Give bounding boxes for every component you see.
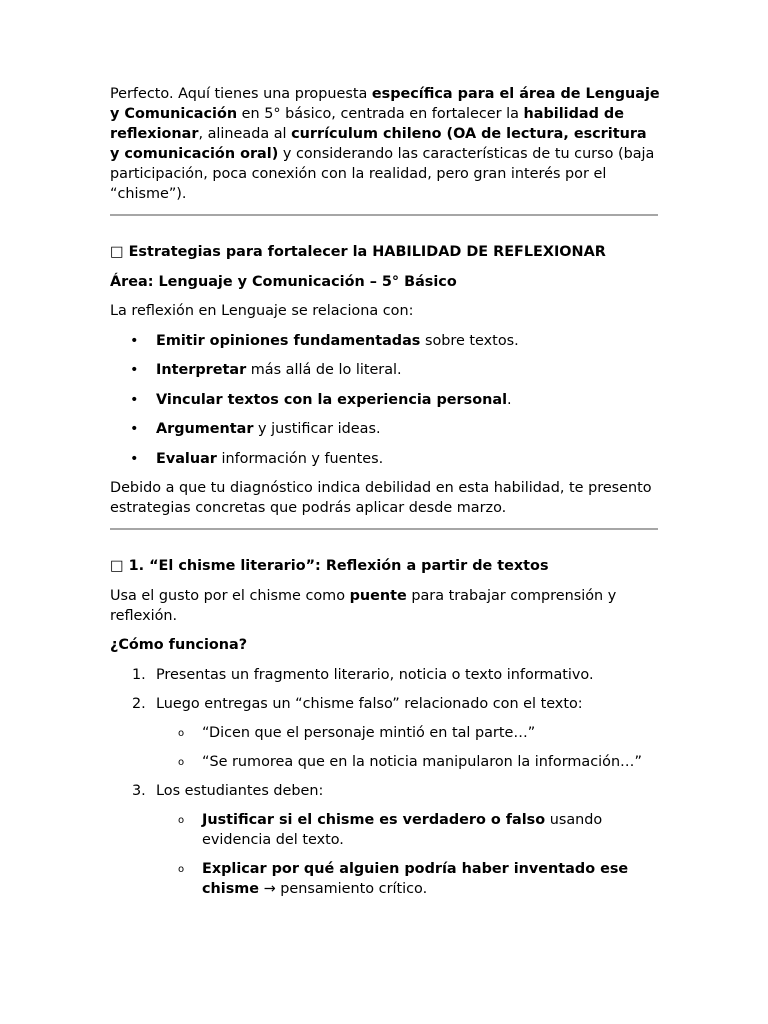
list-item: • Vincular textos con la experiencia personal. — [130, 391, 512, 408]
sub-list — [156, 723, 660, 772]
intro-bold-2: habilidad de reflexionar — [110, 106, 624, 142]
list-item: 3. Los estudiantes deben: o Justificar si el chisme es verdadero o falso usando evidencia del texto. o Explicar por qué alguien podría haber inventado ese chisme → pensamiento crítico. — [110, 781, 660, 899]
section1-lead: La reflexión en Lenguaje se relaciona con: — [110, 303, 414, 319]
section2-subheading: ¿Cómo funciona? — [110, 637, 248, 653]
section2-heading: □ 1. “El chisme literario”: Reflexión a partir de textos — [110, 558, 549, 574]
divider — [110, 214, 658, 216]
sub-list-item: o Justificar si el chisme es verdadero o falso usando evidencia del texto. — [178, 811, 603, 848]
sub-list-item: o “Se rumorea que en la noticia manipularon la información…” — [178, 753, 642, 770]
section1-heading: □ Estrategias para fortalecer la HABILIDAD DE REFLEXIONAR — [110, 244, 606, 260]
intro-bold-3: currículum chileno (OA de lectura, escritura y comunicación oral) — [110, 126, 647, 162]
reflection-list — [110, 331, 660, 469]
bullet-marker: • — [130, 421, 139, 437]
intro-text-4: y considerando las características de tu curso (baja participación, poca conexión con la realidad, pero gran interés por el “chisme”). — [110, 146, 655, 202]
list-item: 1. Presentas un fragmento literario, noticia o texto informativo. — [132, 666, 594, 683]
bullet-marker: • — [130, 450, 139, 467]
section2-lead: Usa el gusto por el chisme como puente para trabajar comprensión y reflexión. — [110, 587, 617, 624]
sub-list-item: o “Dicen que el personaje mintió en tal parte…” — [178, 724, 536, 741]
intro-text-1: Perfecto. Aquí tienes una propuesta — [110, 86, 372, 102]
document-page — [110, 84, 660, 908]
bullet-marker: • — [130, 332, 139, 349]
intro-paragraph — [110, 84, 660, 204]
section1-closing: Debido a que tu diagnóstico indica debilidad en esta habilidad, te presento estrategias concretas que podrás aplicar desde marzo. — [110, 480, 652, 516]
section1-area: Área: Lenguaje y Comunicación – 5° Básico — [110, 273, 457, 290]
list-item: • Emitir opiniones fundamentadas sobre textos. — [130, 332, 519, 349]
intro-text-2: en 5° básico, centrada en fortalecer la — [237, 106, 524, 122]
sub-list — [156, 810, 660, 899]
divider — [110, 528, 658, 530]
list-item: 2. Luego entregas un “chisme falso” relacionado con el texto: o “Dicen que el personaje mintió en tal parte…” o “Se rumorea que en la noticia manipularon la información…” — [110, 694, 660, 772]
bullet-marker: • — [130, 391, 139, 408]
list-item: • Argumentar y justificar ideas. — [130, 421, 381, 437]
intro-bold-1: específica para el área de Lenguaje y Comunicación — [110, 86, 660, 122]
list-item: • Interpretar más allá de lo literal. — [130, 362, 402, 378]
bullet-marker: • — [130, 362, 139, 378]
list-item: • Evaluar información y fuentes. — [130, 450, 384, 467]
steps-list — [110, 665, 660, 899]
sub-list-item: o Explicar por qué alguien podría haber inventado ese chisme → pensamiento crítico. — [178, 860, 629, 897]
intro-text-3: , alineada al — [198, 126, 292, 142]
